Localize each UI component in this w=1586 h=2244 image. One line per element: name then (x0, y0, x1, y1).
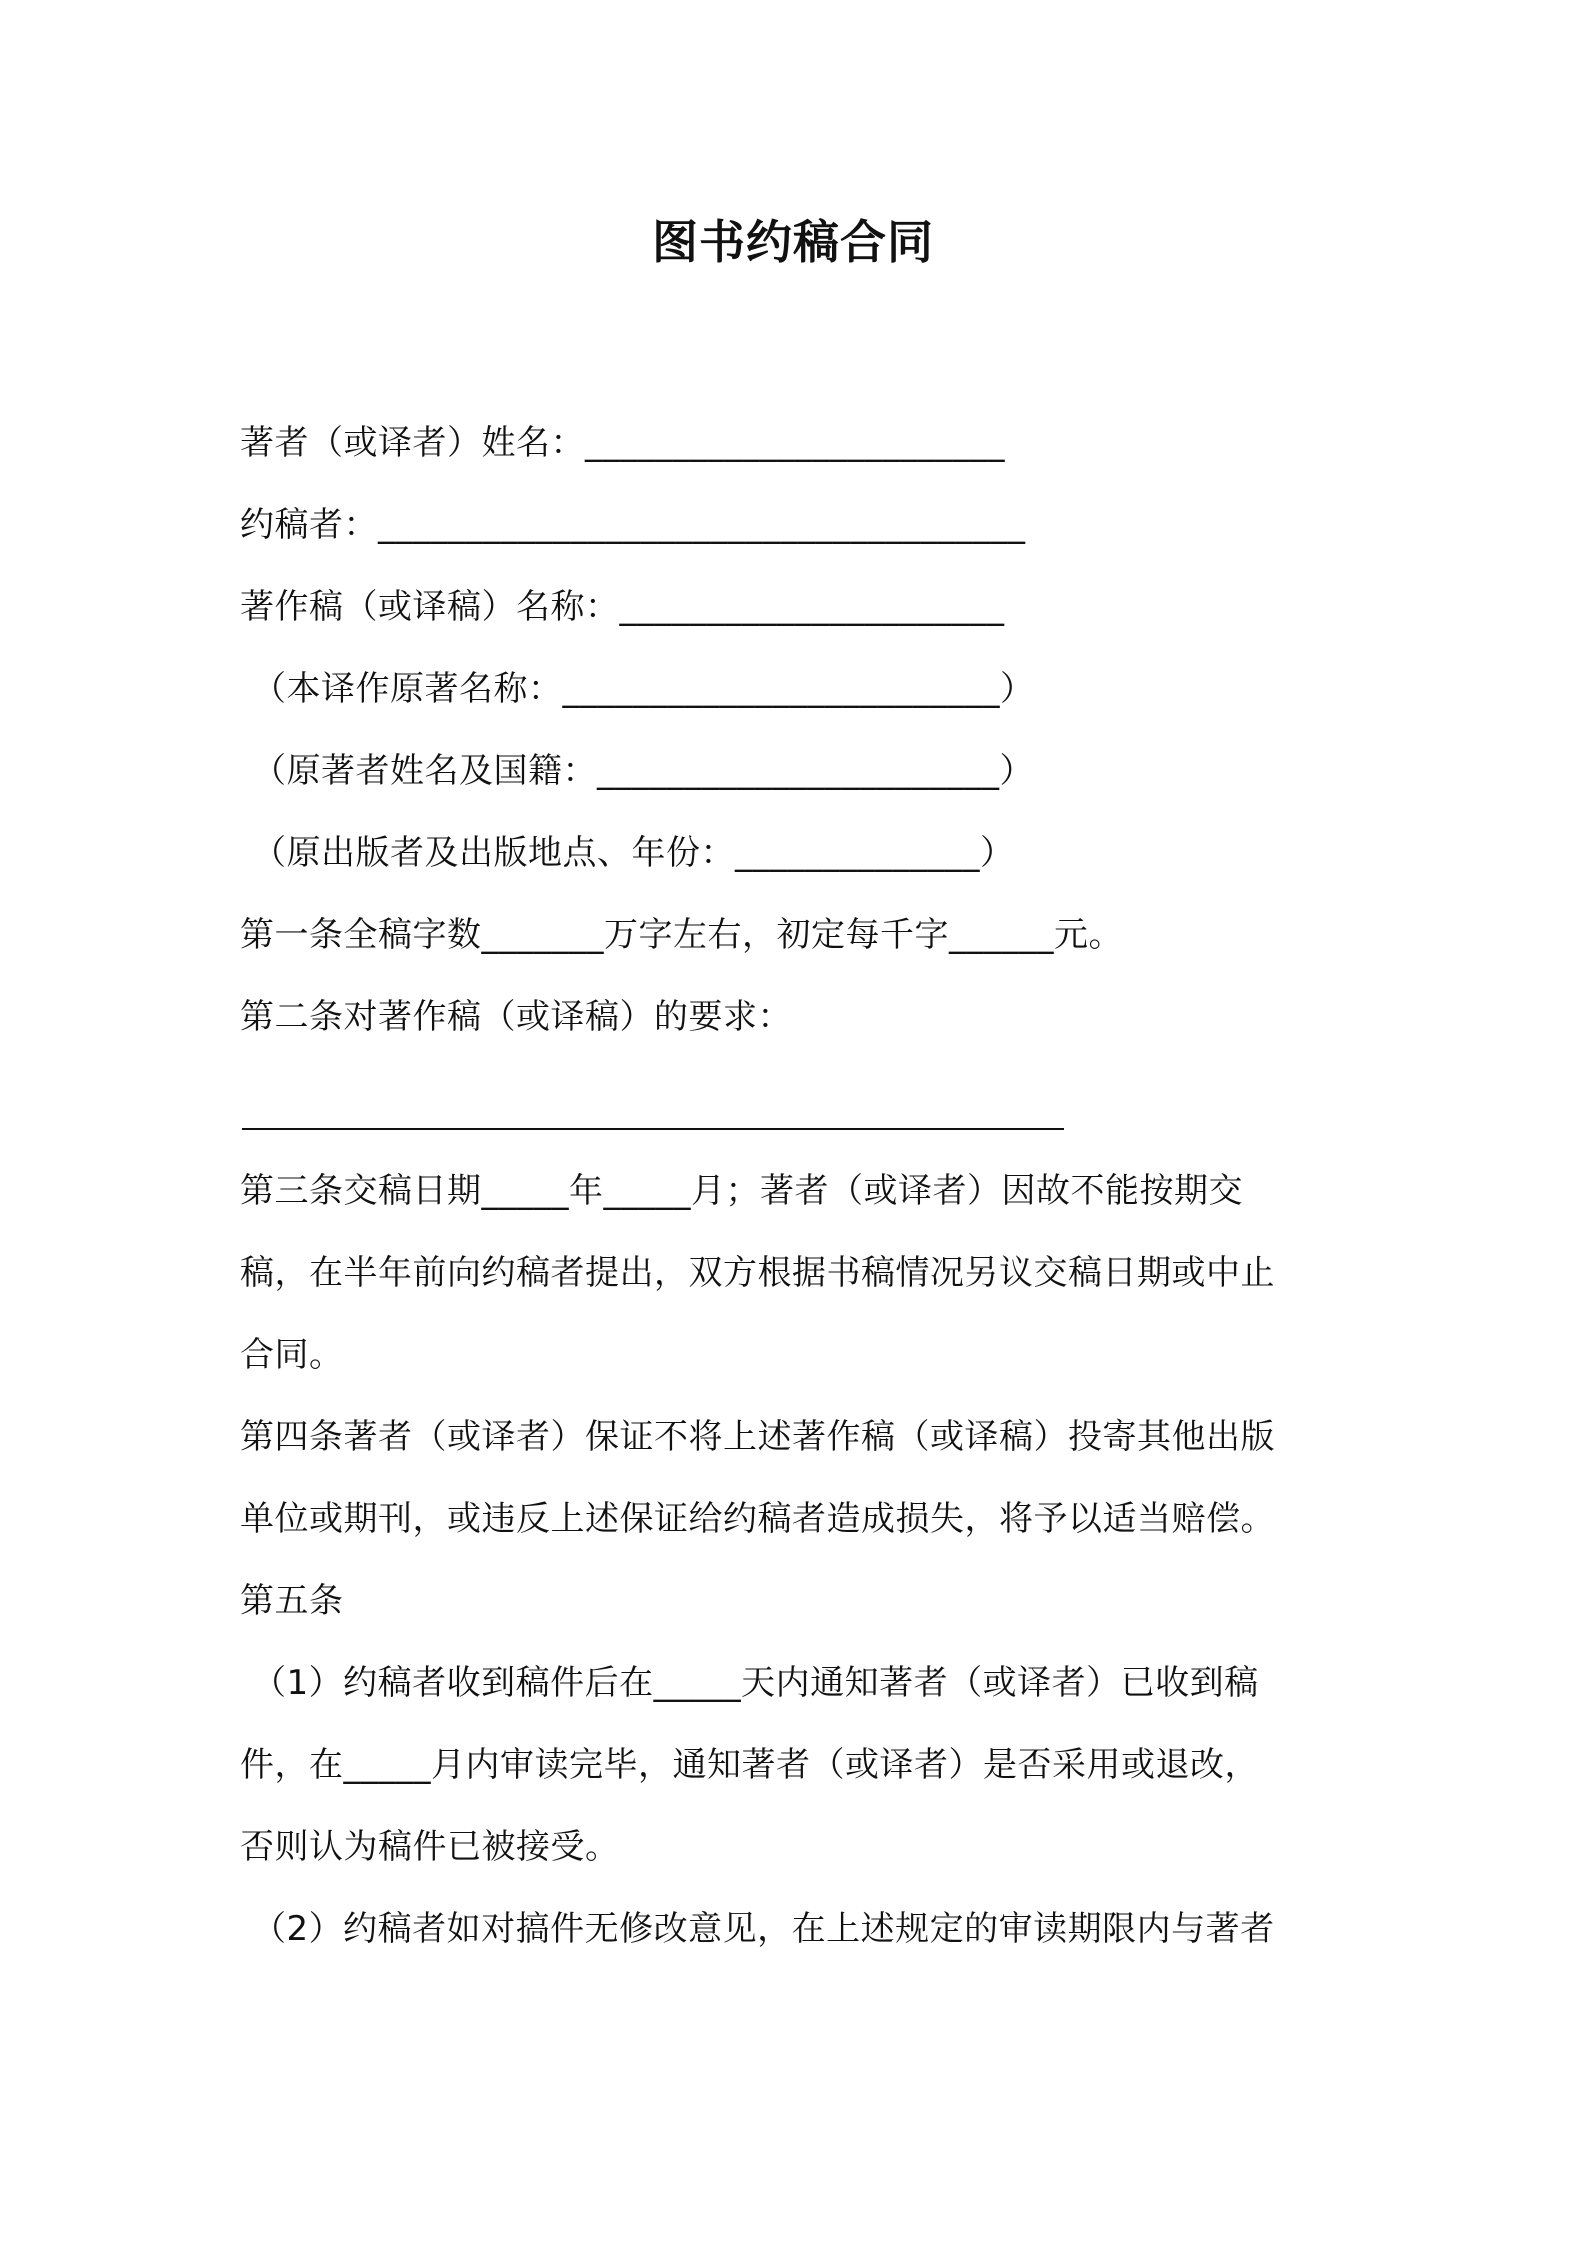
article-3-line-3: 合同。 (240, 1335, 344, 1375)
article-4-line-1: 第四条著者（或译者）保证不将上述著作稿（或译稿）投寄其他出版 (240, 1417, 1275, 1457)
article-5-clause-1-line-1: （1）约稿者收到稿件后在_____天内通知著者（或译者）已收到稿 (252, 1663, 1259, 1703)
article-3-line-1: 第三条交稿日期_____年_____月；著者（或译者）因故不能按期交 (240, 1171, 1243, 1211)
author-name-line: 著者（或译者）姓名：________________________ (240, 423, 1005, 463)
article-2-line: 第二条对著作稿（或译稿）的要求： (240, 997, 792, 1037)
commissioner-line: 约稿者：_____________________________________ (240, 505, 1026, 545)
article-4-line-2: 单位或期刊，或违反上述保证给约稿者造成损失，将予以适当赔偿。 (240, 1499, 1275, 1539)
article-5-clause-1-line-2: 件，在_____月内审读完毕，通知著者（或译者）是否采用或退改， (240, 1745, 1259, 1785)
article-3-line-2: 稿，在半年前向约稿者提出，双方根据书稿情况另议交稿日期或中止 (240, 1253, 1275, 1293)
original-author-line: （原著者姓名及国籍：_______________________） (252, 751, 1034, 791)
original-work-name-line: （本译作原著名称：_________________________） (252, 669, 1035, 709)
article-1-line: 第一条全稿字数_______万字左右，初定每千字______元。 (240, 915, 1123, 955)
document-title: 图书约稿合同 (652, 215, 934, 269)
article-5-clause-2-line-1: （2）约稿者如对搞件无修改意见，在上述规定的审读期限内与著者 (252, 1909, 1275, 1949)
original-publisher-line: （原出版者及出版地点、年份：______________） (252, 833, 1015, 873)
manuscript-name-line: 著作稿（或译稿）名称：______________________ (240, 587, 1005, 627)
article-5-heading: 第五条 (240, 1581, 344, 1621)
article-5-clause-1-line-3: 否则认为稿件已被接受。 (240, 1827, 620, 1867)
requirement-fill-rule (242, 1128, 1064, 1130)
